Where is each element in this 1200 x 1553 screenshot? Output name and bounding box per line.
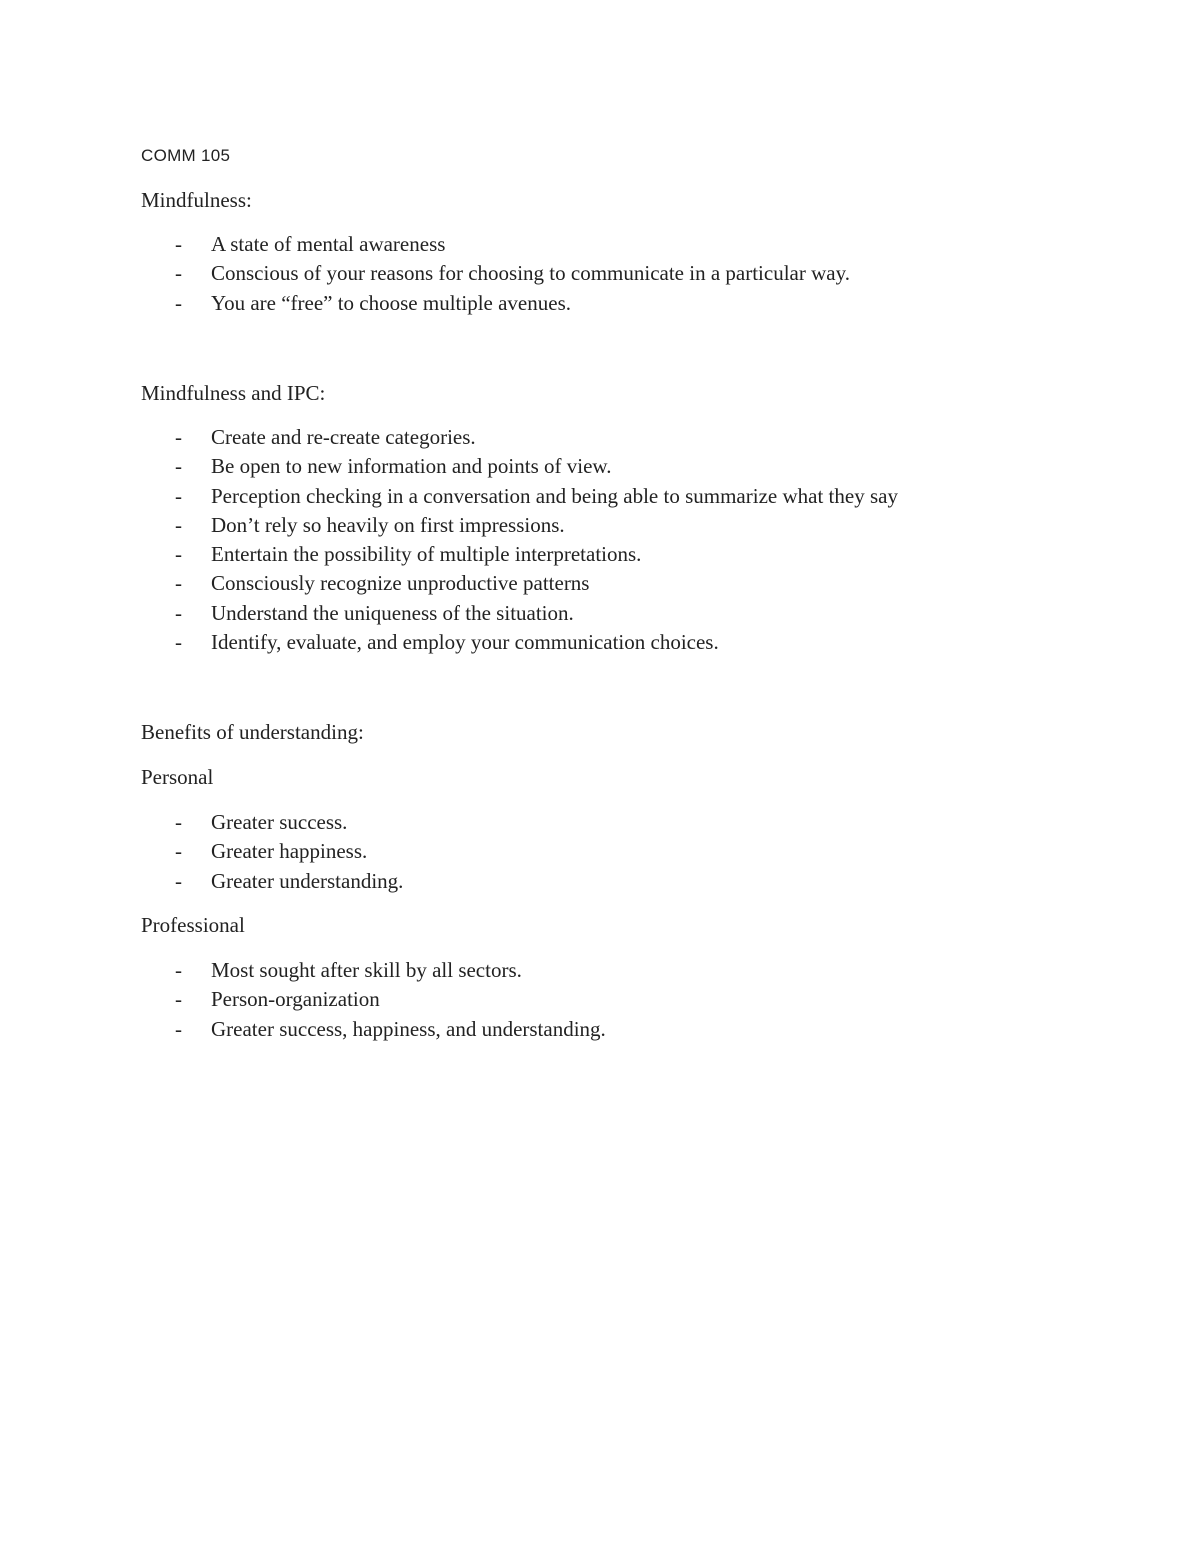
list-item: Don’t rely so heavily on first impressions. bbox=[211, 513, 565, 537]
bullet-dash: - bbox=[175, 839, 182, 863]
list-item: Understand the uniqueness of the situation. bbox=[211, 601, 574, 625]
list-item: Greater success, happiness, and understanding. bbox=[211, 1017, 606, 1041]
list-item: You are “free” to choose multiple avenues. bbox=[211, 291, 571, 315]
bullet-dash: - bbox=[175, 630, 182, 654]
bullet-dash: - bbox=[175, 958, 182, 982]
section-heading: Mindfulness and IPC: bbox=[141, 381, 326, 405]
list-item: Consciously recognize unproductive patterns bbox=[211, 571, 590, 595]
bullet-dash: - bbox=[175, 869, 182, 893]
bullet-dash: - bbox=[175, 810, 182, 834]
list-item: Greater understanding. bbox=[211, 869, 404, 893]
list-item: Create and re-create categories. bbox=[211, 425, 476, 449]
list-item: Most sought after skill by all sectors. bbox=[211, 958, 522, 982]
list-item: Person-organization bbox=[211, 987, 380, 1011]
bullet-dash: - bbox=[175, 425, 182, 449]
bullet-dash: - bbox=[175, 291, 182, 315]
list-item: Be open to new information and points of view. bbox=[211, 454, 612, 478]
list-item: Identify, evaluate, and employ your communication choices. bbox=[211, 630, 719, 654]
bullet-dash: - bbox=[175, 261, 182, 285]
list-item: Greater success. bbox=[211, 810, 348, 834]
bullet-dash: - bbox=[175, 1017, 182, 1041]
subsection-heading: Professional bbox=[141, 913, 245, 937]
course-code: COMM 105 bbox=[141, 146, 231, 165]
bullet-dash: - bbox=[175, 987, 182, 1011]
list-item: A state of mental awareness bbox=[211, 232, 446, 256]
bullet-dash: - bbox=[175, 454, 182, 478]
list-item: Greater happiness. bbox=[211, 839, 368, 863]
list-item: Perception checking in a conversation and being able to summarize what they say bbox=[211, 484, 898, 508]
bullet-dash: - bbox=[175, 571, 182, 595]
section-heading: Mindfulness: bbox=[141, 188, 252, 212]
bullet-dash: - bbox=[175, 601, 182, 625]
subsection-heading: Personal bbox=[141, 765, 214, 789]
section-heading: Benefits of understanding: bbox=[141, 720, 364, 744]
list-item: Entertain the possibility of multiple interpretations. bbox=[211, 542, 642, 566]
list-item: Conscious of your reasons for choosing to communicate in a particular way. bbox=[211, 261, 850, 285]
bullet-dash: - bbox=[175, 484, 182, 508]
bullet-dash: - bbox=[175, 542, 182, 566]
bullet-dash: - bbox=[175, 232, 182, 256]
bullet-dash: - bbox=[175, 513, 182, 537]
